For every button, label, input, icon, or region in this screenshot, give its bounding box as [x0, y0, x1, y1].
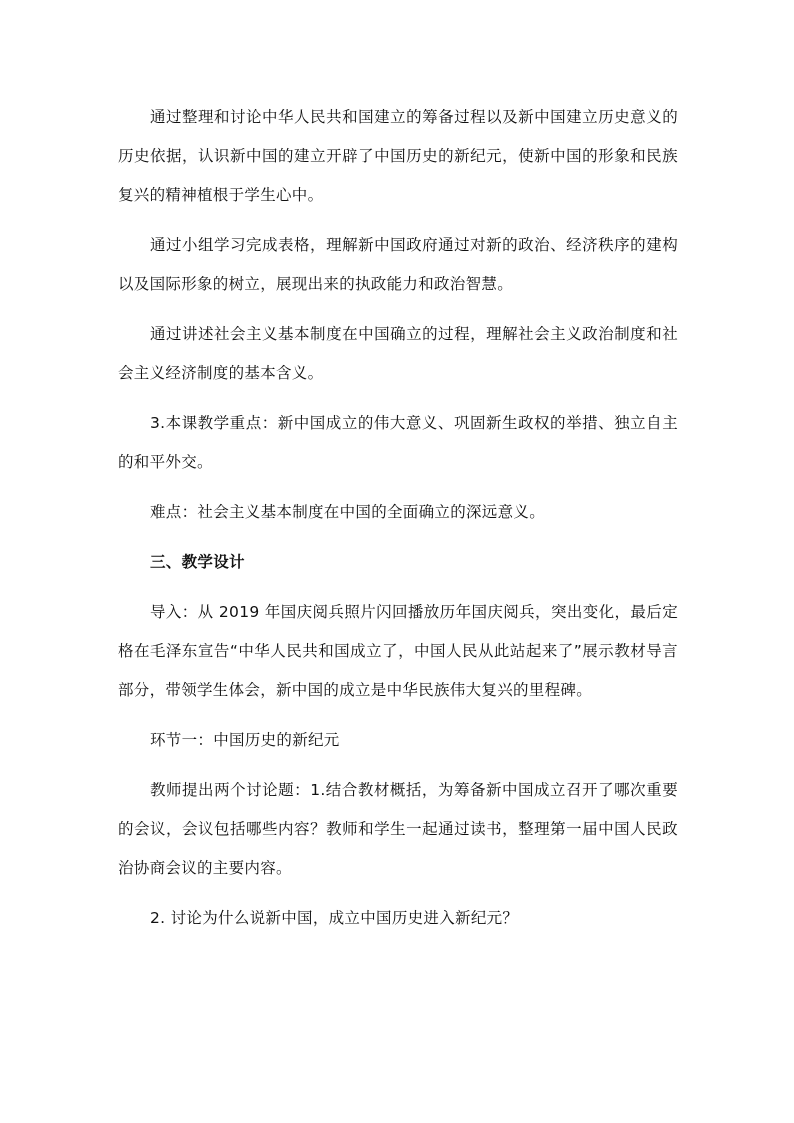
- paragraph-objective-history: 通过整理和讨论中华人民共和国建立的筹备过程以及新中国建立历史意义的历史依据，认识新中国的建立开辟了中国历史的新纪元，使新中国的形象和民族复兴的精神植根于学生心中。: [118, 108, 678, 204]
- paragraph-discussion-one: 教师提出两个讨论题：1.结合教材概括，为筹备新中国成立召开了哪次重要的会议，会议包括哪些内容？教师和学生一起通过读书，整理第一届中国人民政治协商会议的主要内容。: [118, 781, 678, 877]
- paragraph-objective-socialism: 通过讲述社会主义基本制度在中国确立的过程，理解社会主义政治制度和社会主义经济制度的基本含义。: [118, 325, 678, 382]
- paragraph-discussion-two: 2. 讨论为什么说新中国，成立中国历史进入新纪元？: [150, 909, 519, 927]
- paragraph-difficult-points: 难点：社会主义基本制度在中国的全面确立的深远意义。: [150, 503, 546, 521]
- paragraph-objective-group-study: 通过小组学习完成表格，理解新中国政府通过对新的政治、经济秩序的建构以及国际形象的树立，展现出来的执政能力和政治智慧。: [118, 236, 678, 293]
- paragraph-introduction: 导入：从 2019 年国庆阅兵照片闪回播放历年国庆阅兵，突出变化，最后定格在毛泽东宣告“中华人民共和国成立了，中国人民从此站起来了”展示教材导言部分，带领学生体会，新中国的成立是中华民族伟大复兴的里程碑。: [118, 603, 678, 699]
- section-heading-teaching-design: 三、教学设计: [150, 553, 245, 571]
- paragraph-key-points: 3.本课教学重点：新中国成立的伟大意义、巩固新生政权的举措、独立自主的和平外交。: [118, 414, 678, 471]
- paragraph-segment-one-title: 环节一：中国历史的新纪元: [150, 731, 340, 749]
- document-page: [118, 98, 678, 949]
